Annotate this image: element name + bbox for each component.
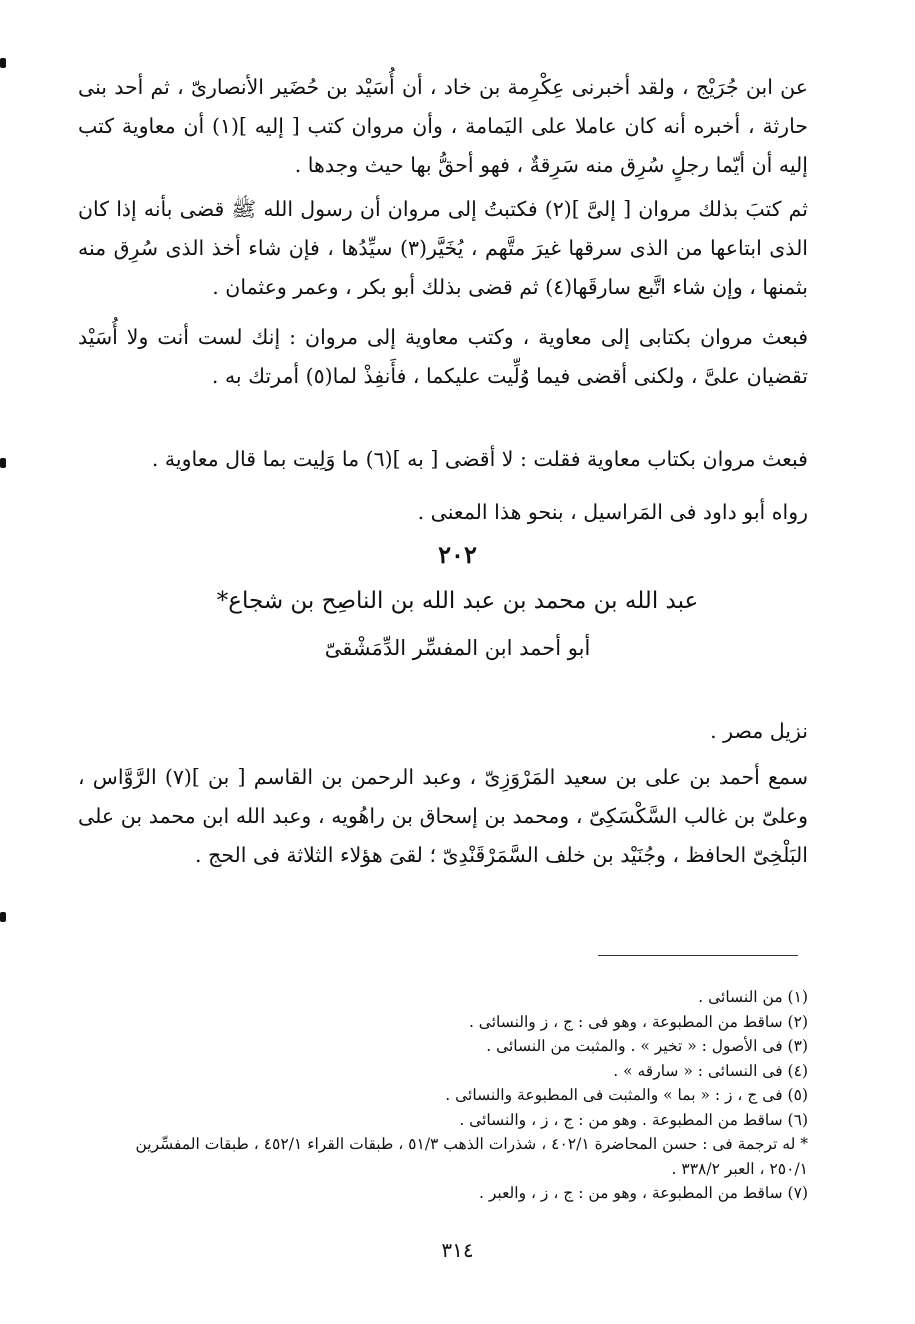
footnote: (٢) ساقط من المطبوعة ، وهو فى : ج ، ز والنسائى . (468, 1012, 808, 1031)
footnote: (٧) ساقط من المطبوعة ، وهو من : ج ، ز ، والعبر . (478, 1184, 808, 1202)
footnote: * له ترجمة فى : حسن المحاضرة ٤٠٢/١ ، شذرات الذهب ٥١/٣ ، طبقات القراء ٤٥٢/١ ، طبقات المفسِّرين ٢٥٠/١ ، العبر ٣٣٨/٢ . (135, 1135, 808, 1178)
footnote: (٤) فى النسائى : « سارقه » . (613, 1061, 808, 1080)
body-paragraph: رواه أبو داود فى المَراسيل ، بنحو هذا المعنى . (417, 500, 808, 524)
footnote: (١) من النسائى . (698, 988, 808, 1006)
entry-subtitle: أبو أحمد ابن المفسِّر الدِّمَشْقىّ (324, 636, 591, 660)
entry-title: عبد الله بن محمد بن عبد الله بن الناصِح بن شجاع* (216, 588, 699, 614)
footnote: (٣) فى الأصول : « تخير » . والمثبت من النسائى . (486, 1037, 808, 1055)
body-paragraph: عن ابن جُرَيْج ، ولقد أخبرنى عِكْرِمة بن خاد ، أن أُسَيْد بن حُضَير الأنصارىّ ، ثم أحد بنى حارثة ، أخبره أنه كان عاملا على اليَمامة ، وأن مروان كتب [ إليه ](١) أن معاوية كتب إليه أن أيّما رجلٍ سُرِق منه سَرِقةٌ ، فهو أحقُّ بها حيث وجدها . (78, 75, 808, 177)
footnote: (٦) ساقط من المطبوعة . وهو من : ج ، ز ، والنسائى . (459, 1110, 808, 1129)
footnote: (٥) فى ج ، ز : « بما » والمثبت فى المطبوعة والنسائى . (445, 1086, 808, 1104)
margin-mark (0, 458, 6, 468)
margin-mark (0, 58, 6, 68)
body-paragraph: فبعث مروان بكتاب معاوية فقلت : لا أقضى [ به ](٦) ما وَلِيت بما قال معاوية . (151, 447, 808, 471)
body-paragraph: سمع أحمد بن على بن سعيد المَرْوَزِىّ ، وعبد الرحمن بن القاسم [ بن ](٧) الرَّوَّاس ، وعلىّ بن غالب السَّكْسَكِىّ ، ومحمد بن إسحاق بن راهُويه ، وعبد الله ابن محمد بن على البَلْخِىّ الحافظ ، وجُنَيْد بن خلف السَّمَرْقَنْدِىّ ؛ لقىَ هؤلاء الثلاثة فى الحج . (78, 765, 808, 867)
body-paragraph: فبعث مروان بكتابى إلى معاوية ، وكتب معاوية إلى مروان : إنك لست أنت ولا أُسَيْد تقضيان علىَّ ، ولكنى أقضى فيما وُلِّيت عليكما ، فأَنفِذْ لما(٥) أمرتك به . (78, 325, 808, 388)
footnote-divider (598, 955, 798, 956)
entry-number: ٢٠٢ (438, 540, 477, 569)
body-paragraph: ثم كتبَ بذلك مروان [ إلىَّ ](٢) فكتبتُ إلى مروان أن رسول الله ﷺ قضى بأنه إذا كان الذى ابتاعها من الذى سرقها غيرَ متَّهم ، يُخَيَّر(٣) سيِّدُها ، فإن شاء أخذ الذى سُرِق منه بثمنها ، وإن شاء اتَّبع سارقَها(٤) ثم قضى بذلك أبو بكر ، وعمر وعثمان . (78, 197, 809, 299)
body-paragraph: نزيل مصر . (710, 719, 808, 743)
margin-mark (0, 912, 6, 922)
footnotes (130, 985, 808, 1206)
page-number: ٣١٤ (441, 1238, 474, 1262)
